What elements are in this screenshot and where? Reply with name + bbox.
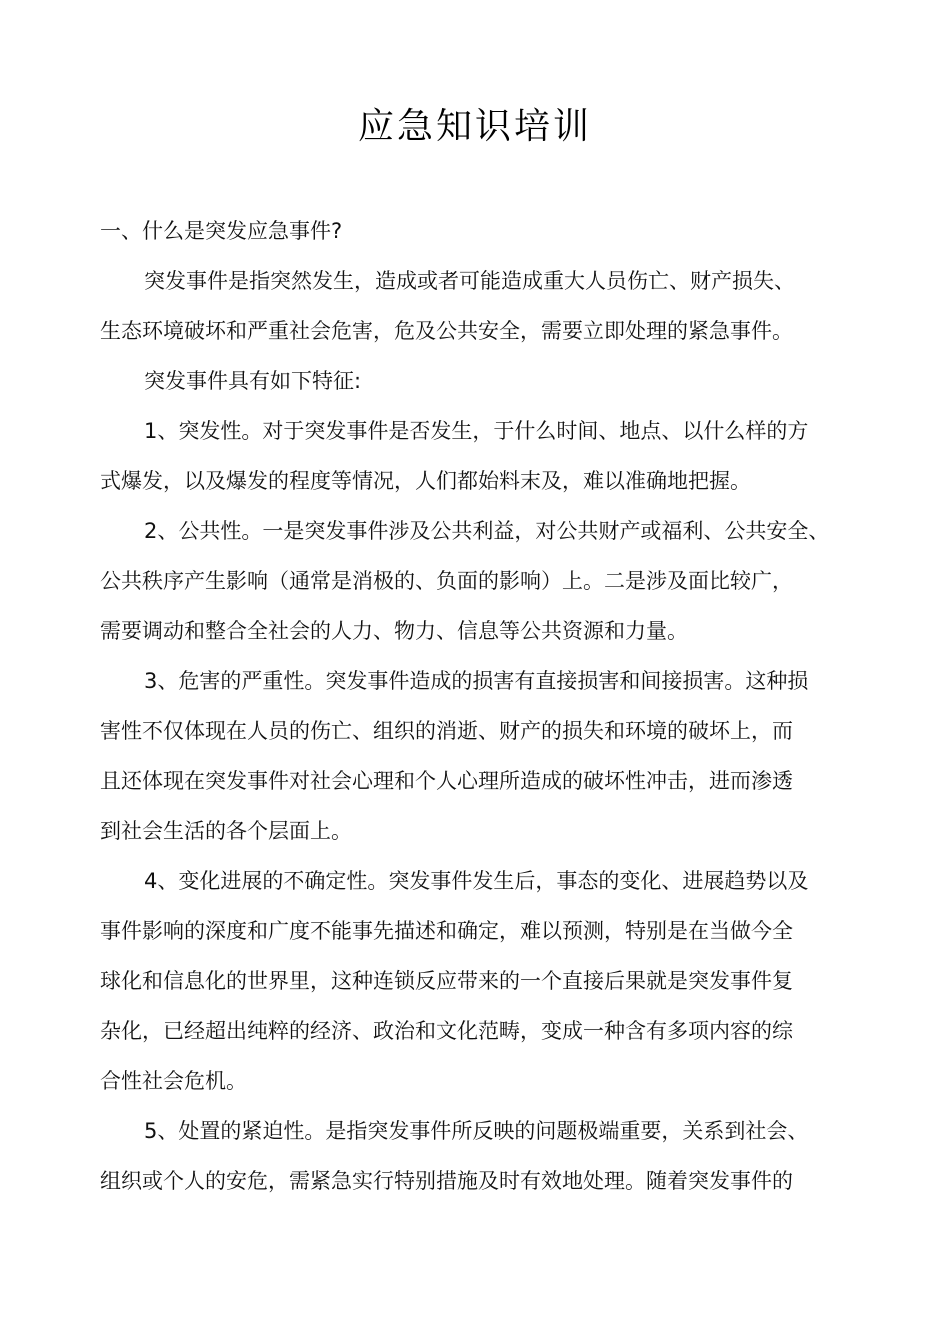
body-line: 合性社会危机。	[100, 1069, 247, 1093]
document-title: 应急知识培训	[357, 106, 592, 147]
body-line: 球化和信息化的世界里，这种连锁反应带来的一个直接后果就是突发事件复	[100, 969, 793, 993]
body-line: 2、公共性。一是突发事件涉及公共利益，对公共财产或福利、公共安全、	[144, 519, 830, 543]
body-line: 组织或个人的安危，需紧急实行特别措施及时有效地处理。随着突发事件的	[100, 1169, 793, 1193]
body-line: 且还体现在突发事件对社会心理和个人心理所造成的破坏性冲击，进而渗透	[100, 769, 793, 793]
body-line: 到社会生活的各个层面上。	[100, 819, 352, 843]
section-heading: 一、什么是突发应急事件?	[100, 219, 343, 243]
body-line: 事件影响的深度和广度不能事先描述和确定，难以预测，特别是在当做今全	[100, 919, 793, 943]
body-line: 5、处置的紧迫性。是指突发事件所反映的问题极端重要，关系到社会、	[144, 1119, 809, 1143]
body-line: 害性不仅体现在人员的伤亡、组织的消逝、财产的损失和环境的破坏上，而	[100, 719, 793, 743]
body-line: 杂化，已经超出纯粹的经济、政治和文化范畴，变成一种含有多项内容的综	[100, 1019, 793, 1043]
body-line: 式爆发，以及爆发的程度等情况，人们都始料末及，难以准确地把握。	[100, 469, 751, 493]
body-line: 3、危害的严重性。突发事件造成的损害有直接损害和间接损害。这种损	[144, 669, 809, 693]
body-line: 公共秩序产生影响（通常是消极的、负面的影响）上。二是涉及面比较广，	[100, 569, 793, 593]
body-line: 突发事件具有如下特征:	[144, 369, 362, 393]
document-body	[100, 206, 860, 1206]
body-line: 突发事件是指突然发生，造成或者可能造成重大人员伤亡、财产损失、	[144, 269, 795, 293]
body-line: 4、变化进展的不确定性。突发事件发生后，事态的变化、进展趋势以及	[144, 869, 809, 893]
body-line: 1、突发性。对于突发事件是否发生，于什么时间、地点、以什么样的方	[144, 419, 809, 443]
body-line: 需要调动和整合全社会的人力、物力、信息等公共资源和力量。	[100, 619, 688, 643]
body-line: 生态环境破坏和严重社会危害，危及公共安全，需要立即处理的紧急事件。	[100, 319, 793, 343]
